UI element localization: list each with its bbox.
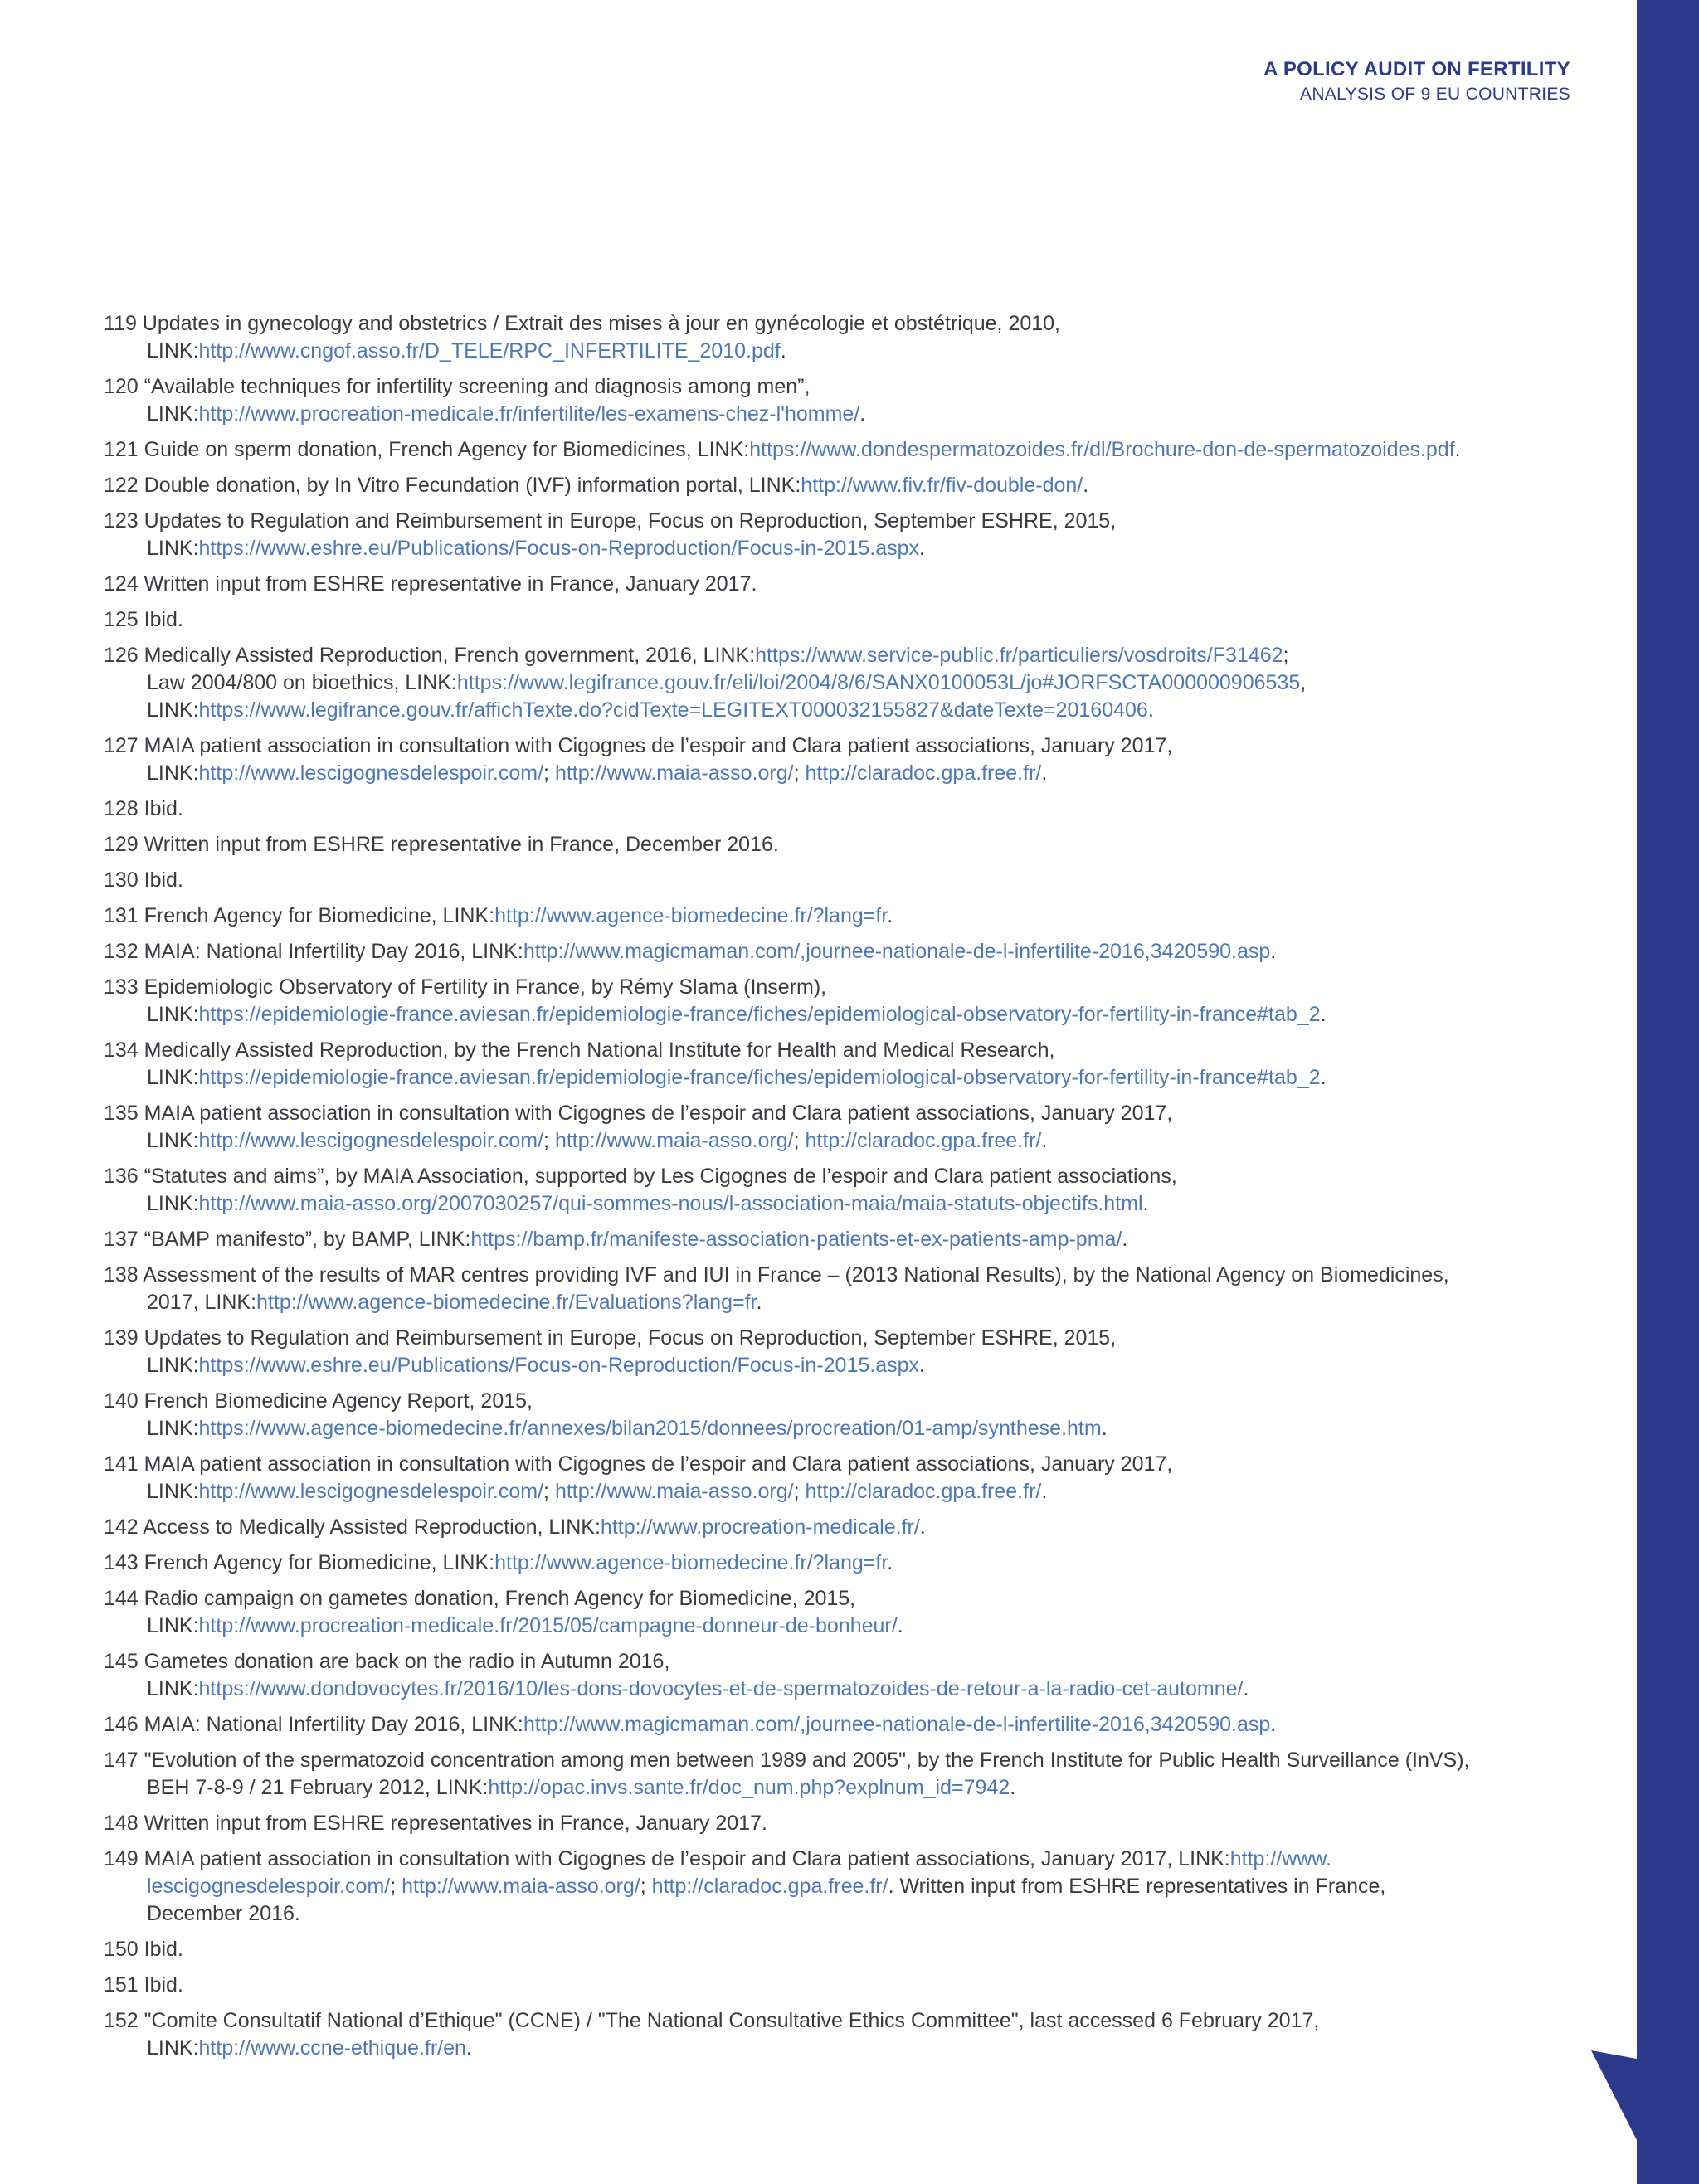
endnote-text: 2017, LINK: — [147, 1291, 257, 1314]
endnote-text: . — [1041, 761, 1048, 785]
endnote-link[interactable]: https://www.service-public.fr/particuliers/vosdroits/F31462 — [755, 644, 1283, 667]
endnote-line — [104, 1451, 1564, 1478]
endnote-text: 127 MAIA patient association in consultation with Cigognes de l’espoir and Clara patient associations, January 2017, — [104, 734, 1173, 757]
endnote-text: LINK: — [147, 402, 199, 426]
endnote-link[interactable]: http://www.magicmaman.com/,journee-nationale-de-l-infertilite-2016,3420590.asp — [523, 940, 1271, 963]
endnote-text: 132 MAIA: National Infertility Day 2016, LINK: — [104, 940, 523, 963]
endnote-text: 152 "Comite Consultatif National d’Ethique" (CCNE) / "The National Consultative Ethics Committee", last accessed 6 February 2017, — [104, 2009, 1320, 2032]
endnote-line — [104, 1478, 1564, 1505]
endnote-text: . — [1454, 438, 1461, 461]
endnote-line — [104, 1648, 1564, 1676]
endnote-text: ; — [543, 761, 555, 785]
endnote-text: LINK: — [147, 1614, 199, 1637]
endnote-text: 134 Medically Assisted Reproduction, by the French National Institute for Health and Medical Research, — [104, 1038, 1055, 1062]
endnote-line — [104, 732, 1564, 760]
endnote-line — [104, 831, 1564, 859]
endnote-link[interactable]: http://opac.invs.sante.fr/doc_num.php?explnum_id=7942 — [488, 1776, 1010, 1799]
endnote-link[interactable]: http://www.maia-asso.org/ — [554, 761, 794, 785]
endnote — [104, 867, 1564, 894]
endnote-text: . — [1083, 474, 1089, 497]
endnote — [104, 1037, 1564, 1092]
endnote-text: 138 Assessment of the results of MAR centres providing IVF and IUI in France – (2013 National Results), by the National Agency on Biomedicines, — [104, 1263, 1449, 1287]
endnote-link[interactable]: http://www.procreation-medicale.fr/2015/05/campagne-donneur-de-bonheur/ — [198, 1614, 898, 1637]
endnote-line — [104, 795, 1564, 823]
endnote-text: , — [1300, 671, 1307, 694]
endnote-text: LINK: — [147, 698, 199, 722]
report-subtitle: ANALYSIS OF 9 EU COUNTRIES — [1300, 85, 1570, 104]
endnote-text: 123 Updates to Regulation and Reimbursement in Europe, Focus on Reproduction, September ESHRE, 2015, — [104, 509, 1117, 533]
endnote-line — [104, 1936, 1564, 1963]
endnote-text: . — [1010, 1776, 1016, 1799]
endnote-link[interactable]: https://www.eshre.eu/Publications/Focus-on-Reproduction/Focus-in-2015.aspx — [198, 1354, 920, 1377]
endnote-link[interactable]: http://claradoc.gpa.free.fr/ — [805, 761, 1042, 785]
endnote-line — [104, 1711, 1564, 1739]
endnote — [104, 902, 1564, 930]
endnote-link[interactable]: http://www.agence-biomedecine.fr/Evaluations?lang=fr — [256, 1291, 757, 1314]
endnote-line — [104, 1415, 1564, 1442]
endnote-line — [104, 1163, 1564, 1190]
endnote-line — [104, 1352, 1564, 1379]
endnote — [104, 1648, 1564, 1703]
endnote-line — [104, 974, 1564, 1001]
endnote-text: ; — [793, 761, 806, 785]
endnote-text: 119 Updates in gynecology and obstetrics / Extrait des mises à jour en gynécologie et obstétrique, 2010, — [104, 312, 1061, 335]
endnote — [104, 831, 1564, 859]
endnote-text: 121 Guide on sperm donation, French Agency for Biomedicines, LINK: — [104, 438, 750, 461]
endnote-text: 149 MAIA patient association in consultation with Cigognes de l’espoir and Clara patient associations, January 2017, LINK: — [104, 1847, 1230, 1870]
endnote-line — [104, 642, 1564, 669]
endnotes-list — [104, 310, 1564, 2070]
endnote-line — [104, 1325, 1564, 1352]
endnote-text: 141 MAIA patient association in consultation with Cigognes de l’espoir and Clara patient associations, January 2017, — [104, 1452, 1173, 1476]
endnote-text: ; — [543, 1480, 555, 1503]
endnote — [104, 1585, 1564, 1640]
endnote-text: LINK: — [147, 1129, 199, 1152]
endnote-line — [104, 571, 1564, 598]
endnote-text: LINK: — [147, 339, 199, 362]
endnote-link[interactable]: lescigognesdelespoir.com/ — [147, 1875, 391, 1898]
endnote-text: 136 “Statutes and aims”, by MAIA Association, supported by Les Cigognes de l’espoir and Clara patient associations, — [104, 1165, 1177, 1188]
endnote-line — [104, 436, 1564, 464]
endnote-text: 140 French Biomedicine Agency Report, 2015, — [104, 1389, 533, 1413]
endnote-text: 145 Gametes donation are back on the radio in Autumn 2016, — [104, 1650, 670, 1673]
endnote-text: 151 Ibid. — [104, 1973, 183, 1997]
endnote-text: . — [1320, 1066, 1327, 1089]
endnote-text: . — [897, 1614, 903, 1637]
endnote-link[interactable]: http://www.maia-asso.org/ — [554, 1129, 794, 1152]
endnote-line — [104, 1676, 1564, 1703]
endnote — [104, 606, 1564, 634]
endnote-text: . — [919, 1515, 926, 1539]
endnote — [104, 1747, 1564, 1802]
endnote-link[interactable]: http://www.agence-biomedecine.fr/?lang=fr — [494, 904, 888, 927]
endnote-line — [104, 338, 1564, 365]
endnote — [104, 642, 1564, 724]
endnote — [104, 508, 1564, 562]
endnote-link[interactable]: http://www.lescigognesdelespoir.com/ — [198, 1129, 544, 1152]
endnote-text: 150 Ibid. — [104, 1938, 183, 1961]
endnote-line — [104, 1100, 1564, 1127]
endnote-link[interactable]: http://www.cngof.asso.fr/D_TELE/RPC_INFERTILITE_2010.pdf — [198, 339, 781, 362]
endnote — [104, 1549, 1564, 1577]
endnote-line — [104, 1001, 1564, 1029]
endnote-line — [104, 1388, 1564, 1415]
endnote-line — [104, 1549, 1564, 1577]
report-title: A POLICY AUDIT ON FERTILITY — [1263, 58, 1570, 80]
endnote-text: . — [1270, 1713, 1277, 1736]
endnote-text: 130 Ibid. — [104, 868, 183, 892]
endnote-link[interactable]: http://www.lescigognesdelespoir.com/ — [198, 761, 544, 785]
endnote-link[interactable]: https://www.eshre.eu/Publications/Focus-on-Reproduction/Focus-in-2015.aspx — [198, 537, 920, 560]
endnote-line — [104, 1900, 1564, 1928]
endnote-line — [104, 1262, 1564, 1289]
endnote-line — [104, 535, 1564, 562]
endnote-text: LINK: — [147, 2036, 199, 2060]
endnote-text: ; — [640, 1875, 652, 1898]
endnote-line — [104, 1289, 1564, 1316]
endnote-link[interactable]: http://www.lescigognesdelespoir.com/ — [198, 1480, 544, 1503]
endnote-link[interactable]: https://bamp.fr/manifeste-association-patients-et-ex-patients-amp-pma/ — [470, 1228, 1122, 1251]
endnote-text: 129 Written input from ESHRE representative in France, December 2016. — [104, 833, 779, 856]
endnote-text: ; — [793, 1129, 806, 1152]
endnote-text: 135 MAIA patient association in consultation with Cigognes de l’espoir and Clara patient associations, January 2017, — [104, 1102, 1173, 1125]
endnote-text: . — [1270, 940, 1277, 963]
endnote — [104, 1325, 1564, 1379]
endnote-text: 133 Epidemiologic Observatory of Fertility in France, by Rémy Slama (Inserm), — [104, 975, 827, 999]
endnote-link[interactable]: http://www.fiv.fr/fiv-double-don/ — [801, 474, 1083, 497]
endnote-line — [104, 1810, 1564, 1837]
endnote-line — [104, 1972, 1564, 1999]
endnote-text: LINK: — [147, 761, 199, 785]
endnote-link[interactable]: http://www.ccne-ethique.fr/en — [198, 2036, 466, 2060]
endnote-line — [104, 867, 1564, 894]
endnote-text: 122 Double donation, by In Vitro Fecundation (IVF) information portal, LINK: — [104, 474, 801, 497]
endnote-text: . — [887, 904, 893, 927]
endnote — [104, 1514, 1564, 1541]
endnote — [104, 1810, 1564, 1837]
endnote-text: . — [1041, 1129, 1048, 1152]
endnote-line — [104, 1226, 1564, 1253]
endnote-text: . — [756, 1291, 762, 1314]
endnote-line — [104, 310, 1564, 338]
endnote-link[interactable]: http://www. — [1229, 1847, 1332, 1870]
endnote-line — [104, 401, 1564, 428]
endnote-line — [104, 1190, 1564, 1218]
endnote-line — [104, 1774, 1564, 1802]
endnote-line — [104, 1064, 1564, 1092]
endnote-text: 126 Medically Assisted Reproduction, French government, 2016, LINK: — [104, 644, 756, 667]
endnote-line — [104, 1873, 1564, 1900]
endnote-text: . Written input from ESHRE representatives in France, — [888, 1875, 1386, 1898]
endnote — [104, 1936, 1564, 1963]
endnote-link[interactable]: https://www.dondespermatozoides.fr/dl/Brochure-don-de-spermatozoides.pdf — [749, 438, 1455, 461]
endnote-text: LINK: — [147, 1192, 199, 1215]
endnote-line — [104, 472, 1564, 499]
endnote-text: . — [887, 1551, 893, 1574]
endnote-line — [104, 1037, 1564, 1064]
endnote — [104, 732, 1564, 787]
endnote-link[interactable]: http://www.procreation-medicale.fr/infertilite/les-examens-chez-l'homme/ — [198, 402, 860, 426]
side-accent-band — [1637, 0, 1699, 2184]
endnote-text: LINK: — [147, 1480, 199, 1503]
endnote — [104, 795, 1564, 823]
endnote-text: LINK: — [147, 1066, 199, 1089]
endnote — [104, 2007, 1564, 2062]
endnote-text: . — [859, 402, 866, 426]
endnote — [104, 1451, 1564, 1505]
endnote-line — [104, 373, 1564, 401]
endnote — [104, 1226, 1564, 1253]
page-number: 63 — [1628, 2092, 1657, 2121]
endnote-text: ; — [543, 1129, 555, 1152]
endnote-line — [104, 2035, 1564, 2062]
endnote-line — [104, 508, 1564, 535]
endnote-text: ; — [390, 1875, 402, 1898]
endnote — [104, 373, 1564, 428]
endnote-text: 146 MAIA: National Infertility Day 2016, LINK: — [104, 1713, 523, 1736]
endnote-text: . — [919, 1354, 925, 1377]
endnote-line — [104, 2007, 1564, 2035]
endnote-link[interactable]: http://www.agence-biomedecine.fr/?lang=fr — [494, 1551, 888, 1574]
endnote-text: . — [1101, 1417, 1108, 1440]
endnote-text: . — [465, 2036, 472, 2060]
endnote — [104, 1711, 1564, 1739]
endnote — [104, 472, 1564, 499]
endnote-text: . — [1122, 1228, 1128, 1251]
endnote — [104, 310, 1564, 365]
endnote — [104, 938, 1564, 966]
endnote-text: 137 “BAMP manifesto”, by BAMP, LINK: — [104, 1228, 471, 1251]
endnote-text: Law 2004/800 on bioethics, LINK: — [147, 671, 457, 694]
endnote — [104, 1100, 1564, 1155]
endnote-text: 120 “Available techniques for infertility screening and diagnosis among men”, — [104, 375, 811, 398]
endnote-line — [104, 697, 1564, 724]
endnote-text: 139 Updates to Regulation and Reimbursement in Europe, Focus on Reproduction, September ESHRE, 2015, — [104, 1326, 1117, 1350]
endnote-text: ; — [1283, 644, 1289, 667]
endnote-link[interactable]: https://epidemiologie-france.aviesan.fr/epidemiologie-france/fiches/epidemiological-observatory-for-fertility-in-france#tab_2 — [198, 1066, 1321, 1089]
endnote-text: . — [1243, 1677, 1249, 1700]
endnote — [104, 436, 1564, 464]
endnote-text: 143 French Agency for Biomedicine, LINK: — [104, 1551, 495, 1574]
endnote-text: . — [919, 537, 925, 560]
endnote-line — [104, 1612, 1564, 1640]
endnote-text: LINK: — [147, 1003, 199, 1026]
endnote-link[interactable]: http://www.maia-asso.org/ — [554, 1480, 794, 1503]
endnote-line — [104, 902, 1564, 930]
endnote-text: LINK: — [147, 537, 199, 560]
endnote-text: 144 Radio campaign on gametes donation, French Agency for Biomedicine, 2015, — [104, 1587, 856, 1610]
endnote-link[interactable]: https://www.legifrance.gouv.fr/eli/loi/2004/8/6/SANX0100053L/jo#JORFSCTA000000906535 — [456, 671, 1301, 694]
endnote-link[interactable]: http://www.maia-asso.org/2007030257/qui-sommes-nous/l-association-maia/maia-statuts-objectifs.html — [198, 1192, 1143, 1215]
endnote-text: December 2016. — [147, 1902, 300, 1925]
endnote-line — [104, 1846, 1564, 1873]
endnote — [104, 974, 1564, 1029]
endnote-line — [104, 1585, 1564, 1612]
page-corner-fold — [1591, 2041, 1699, 2140]
endnote-line — [104, 938, 1564, 966]
endnote-text: 148 Written input from ESHRE representatives in France, January 2017. — [104, 1812, 767, 1835]
endnote-text: ; — [793, 1480, 806, 1503]
endnote-line — [104, 1127, 1564, 1155]
endnote-text: . — [1320, 1003, 1327, 1026]
endnote-text: . — [1041, 1480, 1048, 1503]
endnote — [104, 1163, 1564, 1218]
endnote-link[interactable]: http://claradoc.gpa.free.fr/ — [805, 1129, 1042, 1152]
endnote — [104, 1972, 1564, 1999]
endnote-line — [104, 760, 1564, 787]
endnote-text: . — [1142, 1192, 1149, 1215]
endnote-text: . — [780, 339, 786, 362]
endnote — [104, 1388, 1564, 1442]
endnote — [104, 571, 1564, 598]
running-header — [1263, 56, 1570, 106]
endnote-link[interactable]: https://www.dondovocytes.fr/2016/10/les-dons-dovocytes-et-de-spermatozoides-de-retour-a-la-radio-cet-automne/ — [198, 1677, 1244, 1700]
endnote — [104, 1262, 1564, 1316]
endnote-text: BEH 7-8-9 / 21 February 2012, LINK: — [147, 1776, 489, 1799]
endnote-text: 125 Ibid. — [104, 608, 183, 631]
endnote-text: 124 Written input from ESHRE representative in France, January 2017. — [104, 572, 757, 596]
endnote-line — [104, 669, 1564, 697]
endnote-line — [104, 606, 1564, 634]
endnote — [104, 1846, 1564, 1928]
endnote-text: 142 Access to Medically Assisted Reproduction, LINK: — [104, 1515, 601, 1539]
endnote-link[interactable]: https://epidemiologie-france.aviesan.fr/epidemiologie-france/fiches/epidemiological-observatory-for-fertility-in-france#tab_2 — [198, 1003, 1321, 1026]
endnote-link[interactable]: https://www.legifrance.gouv.fr/affichTexte.do?cidTexte=LEGITEXT000032155827&dateTexte=20160406 — [198, 698, 1148, 722]
endnote-link[interactable]: http://www.maia-asso.org/ — [402, 1875, 640, 1898]
endnote-link[interactable]: http://www.magicmaman.com/,journee-nationale-de-l-infertilite-2016,3420590.asp — [523, 1713, 1271, 1736]
endnote-link[interactable]: http://www.procreation-medicale.fr/ — [600, 1515, 920, 1539]
endnote-text: 147 "Evolution of the spermatozoid concentration among men between 1989 and 2005", by the French Institute for Public Health Surveillance (InVS), — [104, 1749, 1470, 1772]
endnote-text: LINK: — [147, 1417, 199, 1440]
endnote-text: . — [1147, 698, 1154, 722]
endnote-text: LINK: — [147, 1677, 199, 1700]
endnote-text: 128 Ibid. — [104, 797, 183, 820]
endnote-text: 131 French Agency for Biomedicine, LINK: — [104, 904, 495, 927]
endnote-line — [104, 1747, 1564, 1774]
endnote-text: LINK: — [147, 1354, 199, 1377]
endnote-line — [104, 1514, 1564, 1541]
endnote-link[interactable]: http://claradoc.gpa.free.fr/ — [651, 1875, 888, 1898]
endnote-link[interactable]: https://www.agence-biomedecine.fr/annexes/bilan2015/donnees/procreation/01-amp/synthese.htm — [198, 1417, 1102, 1440]
endnote-link[interactable]: http://claradoc.gpa.free.fr/ — [805, 1480, 1042, 1503]
